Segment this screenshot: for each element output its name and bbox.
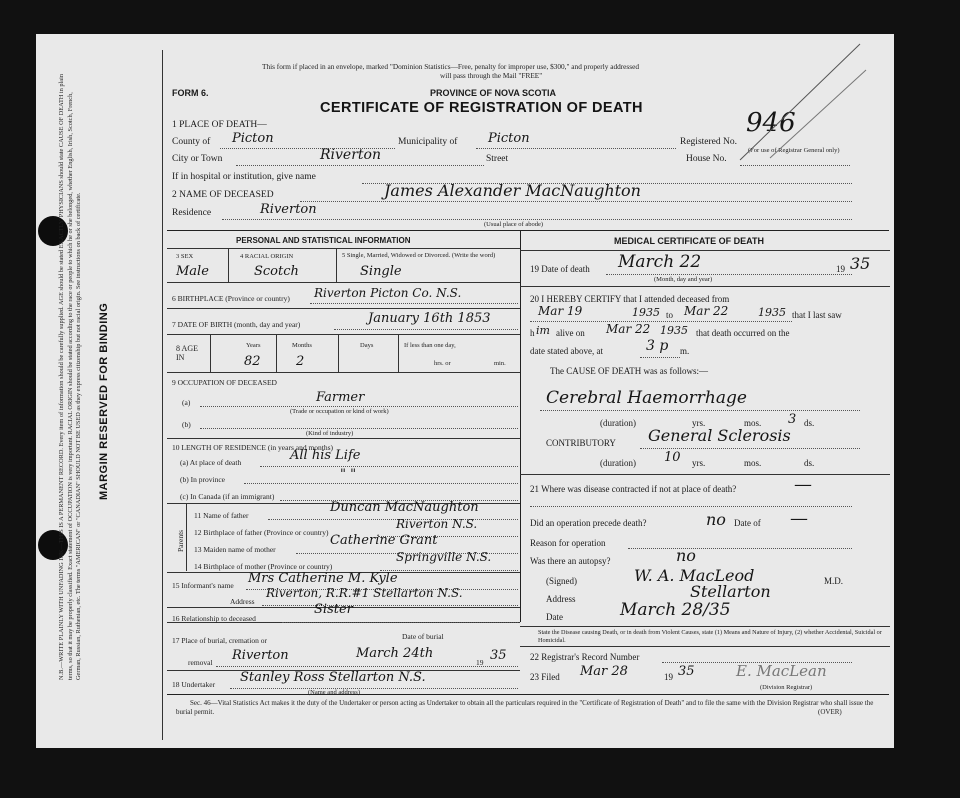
contrib-duration-label: (duration) (600, 458, 636, 468)
alive-value: im (536, 324, 550, 337)
contrib-ds-label: ds. (804, 458, 815, 468)
burial-date-label: Date of burial (402, 632, 444, 641)
relationship-value: Sister (314, 602, 353, 617)
mother-value: Catherine Grant (330, 533, 438, 548)
cause-ds-label: ds. (804, 418, 815, 428)
hospital-label: If in hospital or institution, give name (172, 172, 316, 182)
margin-instructions: N.B.—WRITE PLAINLY WITH UNFADING INK—THIS IS A PERMANENT RECORD. Every item of information should be carefully supplied. AGE should be stated EXACTLY. PHYSICIANS should state CAUSE OF DEATH in plain terms, so that it may be properly classified. Exact statement of OCCUPATION is very important. RACIAL ORIGIN should be stated according to the race or people to which he or she belonged, whether English, Irish, Scotch, French, German, Russian, Ruthenian, etc. The terms "AMERICAN" or "CANADIAN" SHOULD NOT BE USED as they express citizenship but not racial origin. See instructions on back of certificate. (58, 74, 83, 680)
father-birth-label: 12 Birthplace of father (Province or country) (194, 528, 329, 537)
cause-yrs-label: yrs. (692, 418, 706, 428)
postal-notice: This form if placed in an envelope, marked "Dominion Statistics—Free, penalty for improper use, $300," and properly addressed (262, 62, 639, 71)
undertaker-label: 18 Undertaker (172, 680, 216, 689)
burial-place-value: Riverton (232, 648, 289, 663)
house-label: House No. (686, 154, 727, 164)
mother-birth-value: Springville N.S. (396, 550, 492, 564)
attended-from-year: 1935 (632, 306, 660, 319)
days-label: Days (360, 342, 374, 349)
occ-a-value: Farmer (316, 390, 365, 405)
filed-year-value: 35 (678, 664, 695, 679)
med-date-label: Date (546, 612, 563, 622)
dob-label: 7 DATE OF BIRTH (month, day and year) (172, 320, 301, 329)
death-date-note: (Month, day and year) (654, 276, 713, 283)
months-value: 2 (296, 354, 305, 369)
occ-a-label: (a) (182, 398, 191, 407)
mother-label: 13 Maiden name of mother (194, 545, 276, 554)
cause-duration-days: 3 (788, 412, 797, 427)
contrib-yrs-label: yrs. (692, 458, 706, 468)
address-value: Riverton, R.R.#1 Stellarton N.S. (266, 586, 463, 600)
attended-from: Mar 19 (538, 304, 583, 318)
contracted-label: 21 Where was disease contracted if not at place of death? (530, 484, 737, 494)
cause-value: Cerebral Haemorrhage (546, 388, 747, 408)
occ-b-label: (b) (182, 420, 191, 429)
registered-value: 946 (746, 108, 796, 138)
form-number: FORM 6. (172, 88, 209, 98)
record-label: 22 Registrar's Record Number (530, 652, 640, 662)
filed-value: Mar 28 (580, 664, 628, 679)
time-value: 3 p (646, 338, 669, 354)
contrib-mos-label: mos. (744, 458, 762, 468)
medical-section-title: MEDICAL CERTIFICATE OF DEATH (614, 236, 764, 246)
alive-year-value: 1935 (660, 324, 688, 337)
alive-prefix: h (530, 328, 535, 338)
removal-label: removal (188, 658, 213, 667)
registrar-stamp: E. MacLean (736, 662, 827, 680)
residence-note: (Usual place of abode) (484, 221, 544, 228)
birthplace-value: Riverton Picton Co. N.S. (314, 286, 462, 300)
alive-on-value: Mar 22 (606, 322, 651, 336)
cause-duration-label: (duration) (600, 418, 636, 428)
attended-to-year: 1935 (758, 306, 786, 319)
res-b-value: " " (340, 467, 357, 482)
autopsy-label: Was there an autopsy? (530, 556, 611, 566)
contributory-value: General Sclerosis (648, 426, 791, 445)
years-value: 82 (244, 354, 261, 369)
reason-label: Reason for operation (530, 538, 606, 548)
med-address-value: Stellarton (690, 582, 771, 601)
sex-value: Male (176, 264, 209, 279)
dob-value: January 16th 1853 (368, 311, 491, 326)
med-address-label: Address (546, 594, 576, 604)
occ-b-note: (Kind of industry) (306, 430, 354, 437)
death-date-value: March 22 (618, 252, 702, 272)
city-value: Riverton (320, 147, 381, 163)
age-label: 8 AGE IN (176, 344, 198, 362)
marital-value: Single (360, 264, 402, 279)
cause-label: The CAUSE OF DEATH was as follows:— (550, 366, 708, 376)
attended-to: Mar 22 (684, 304, 729, 318)
city-label: City or Town (172, 154, 223, 164)
footer-text: Sec. 46—Vital Statistics Act makes it the duty of the Undertaker or person acting as Undertaker to obtain all the particulars required in the "Certificate of Registration of Death" and to file the same with the Division Registrar who shall issue the burial permit. (176, 699, 874, 716)
filed-label: 23 Filed (530, 672, 560, 682)
parents-label: Parents (176, 529, 185, 552)
res-a-label: (a) At place of death (180, 458, 242, 467)
occurred-label: that death occurred on the (696, 328, 790, 338)
burial-year-value: 35 (490, 648, 507, 663)
mother-birth-label: 14 Birthplace of mother (Province or country) (194, 562, 333, 571)
certify-label: 20 I HEREBY CERTIFY that I attended deceased from (530, 294, 730, 304)
deceased-name-value: James Alexander MacNaughton (384, 181, 641, 200)
burial-year-prefix: 19 (476, 658, 484, 667)
months-label: Months (292, 342, 312, 349)
operation-value: no (706, 510, 726, 529)
res-a-value: All his Life (290, 448, 361, 463)
contracted-value: — (794, 474, 812, 495)
med-date-value: March 28/35 (620, 600, 731, 620)
hrs-label: hrs. or (434, 360, 451, 367)
father-value: Duncan MacNaughton (330, 500, 479, 515)
sex-label: 3 SEX (176, 253, 194, 260)
alive-label: alive on (556, 328, 585, 338)
page-title: CERTIFICATE OF REGISTRATION OF DEATH (320, 100, 643, 116)
autopsy-value: no (676, 546, 696, 565)
informant-label: 15 Informant's name (172, 581, 234, 590)
county-label: County of (172, 137, 211, 147)
date-stated-label: date stated above, at (530, 346, 603, 356)
to-label: to (666, 310, 674, 320)
death-year-value: 35 (850, 254, 871, 273)
marital-label: 5 Single, Married, Widowed or Divorced. (Write the word) (342, 252, 496, 259)
address-label: Address (230, 597, 255, 606)
filed-year-prefix: 19 (664, 672, 673, 682)
margin-binding-title: MARGIN RESERVED FOR BINDING (98, 302, 110, 500)
father-label: 11 Name of father (194, 511, 249, 520)
postal-notice-2: will pass through the Mail "FREE" (440, 71, 543, 80)
death-date-label: 19 Date of death (530, 264, 590, 274)
residence-value: Riverton (260, 202, 317, 217)
personal-section-title: PERSONAL AND STATISTICAL INFORMATION (236, 236, 411, 245)
res-b-label: (b) In province (180, 475, 225, 484)
pencil-mark (730, 40, 870, 170)
province-title: PROVINCE OF NOVA SCOTIA (430, 88, 557, 98)
place-label: 1 PLACE OF DEATH— (172, 120, 267, 130)
undertaker-note: (Name and address) (308, 689, 360, 696)
registered-note: (For use of Registrar General only) (748, 147, 840, 154)
death-year-prefix: 19 (836, 264, 845, 274)
footnote: State the Disease causing Death, or in death from Violent Causes, state (1) Means and Nature of Injury, (2) whether Accidental, Suicidal or Homicidal. (538, 629, 882, 644)
relationship-label: 16 Relationship to deceased (172, 614, 256, 623)
signed-label: (Signed) (546, 576, 577, 586)
operation-date-label: Date of (734, 518, 761, 528)
deceased-name-label: 2 NAME OF DECEASED (172, 190, 274, 200)
signed-value: W. A. MacLeod (634, 566, 755, 585)
municipality-label: Municipality of (398, 137, 458, 147)
occupation-label: 9 OCCUPATION OF DECEASED (172, 378, 277, 387)
undertaker-value: Stanley Ross Stellarton N.S. (240, 670, 426, 685)
registered-label: Registered No. (680, 137, 737, 147)
res-c-label: (c) In Canada (if an immigrant) (180, 492, 275, 501)
residence-label: Residence (172, 208, 212, 218)
time-suffix: m. (680, 346, 690, 356)
last-saw-label: that I last saw (792, 310, 842, 320)
less-day-label: If less than one day, (404, 342, 456, 349)
contrib-duration-years: 10 (664, 450, 681, 465)
informant-value: Mrs Catherine M. Kyle (248, 571, 398, 586)
operation-date-value: — (790, 508, 808, 529)
burial-date-value: March 24th (356, 646, 434, 661)
operation-label: Did an operation precede death? (530, 518, 647, 528)
cause-mos-label: mos. (744, 418, 762, 428)
residence-length-label: 10 LENGTH OF RESIDENCE (in years and months) (172, 443, 334, 452)
margin-rule (162, 50, 163, 740)
contributory-label: CONTRIBUTORY (546, 438, 616, 448)
father-birth-value: Riverton N.S. (396, 517, 478, 531)
min-label: min. (494, 360, 506, 367)
county-value: Picton (232, 131, 274, 146)
street-label: Street (486, 154, 509, 164)
racial-value: Scotch (254, 264, 299, 279)
years-label: Years (246, 342, 261, 349)
registrar-note: (Division Registrar) (760, 684, 813, 691)
md-label: M.D. (824, 576, 844, 586)
birthplace-label: 6 BIRTHPLACE (Province or country) (172, 294, 290, 303)
burial-label: 17 Place of burial, cremation or (172, 636, 267, 645)
footer-over: (OVER) (818, 708, 842, 716)
municipality-value: Picton (488, 131, 530, 146)
occ-a-note: (Trade or occupation or kind of work) (290, 408, 389, 415)
racial-label: 4 RACIAL ORIGIN (240, 253, 294, 260)
